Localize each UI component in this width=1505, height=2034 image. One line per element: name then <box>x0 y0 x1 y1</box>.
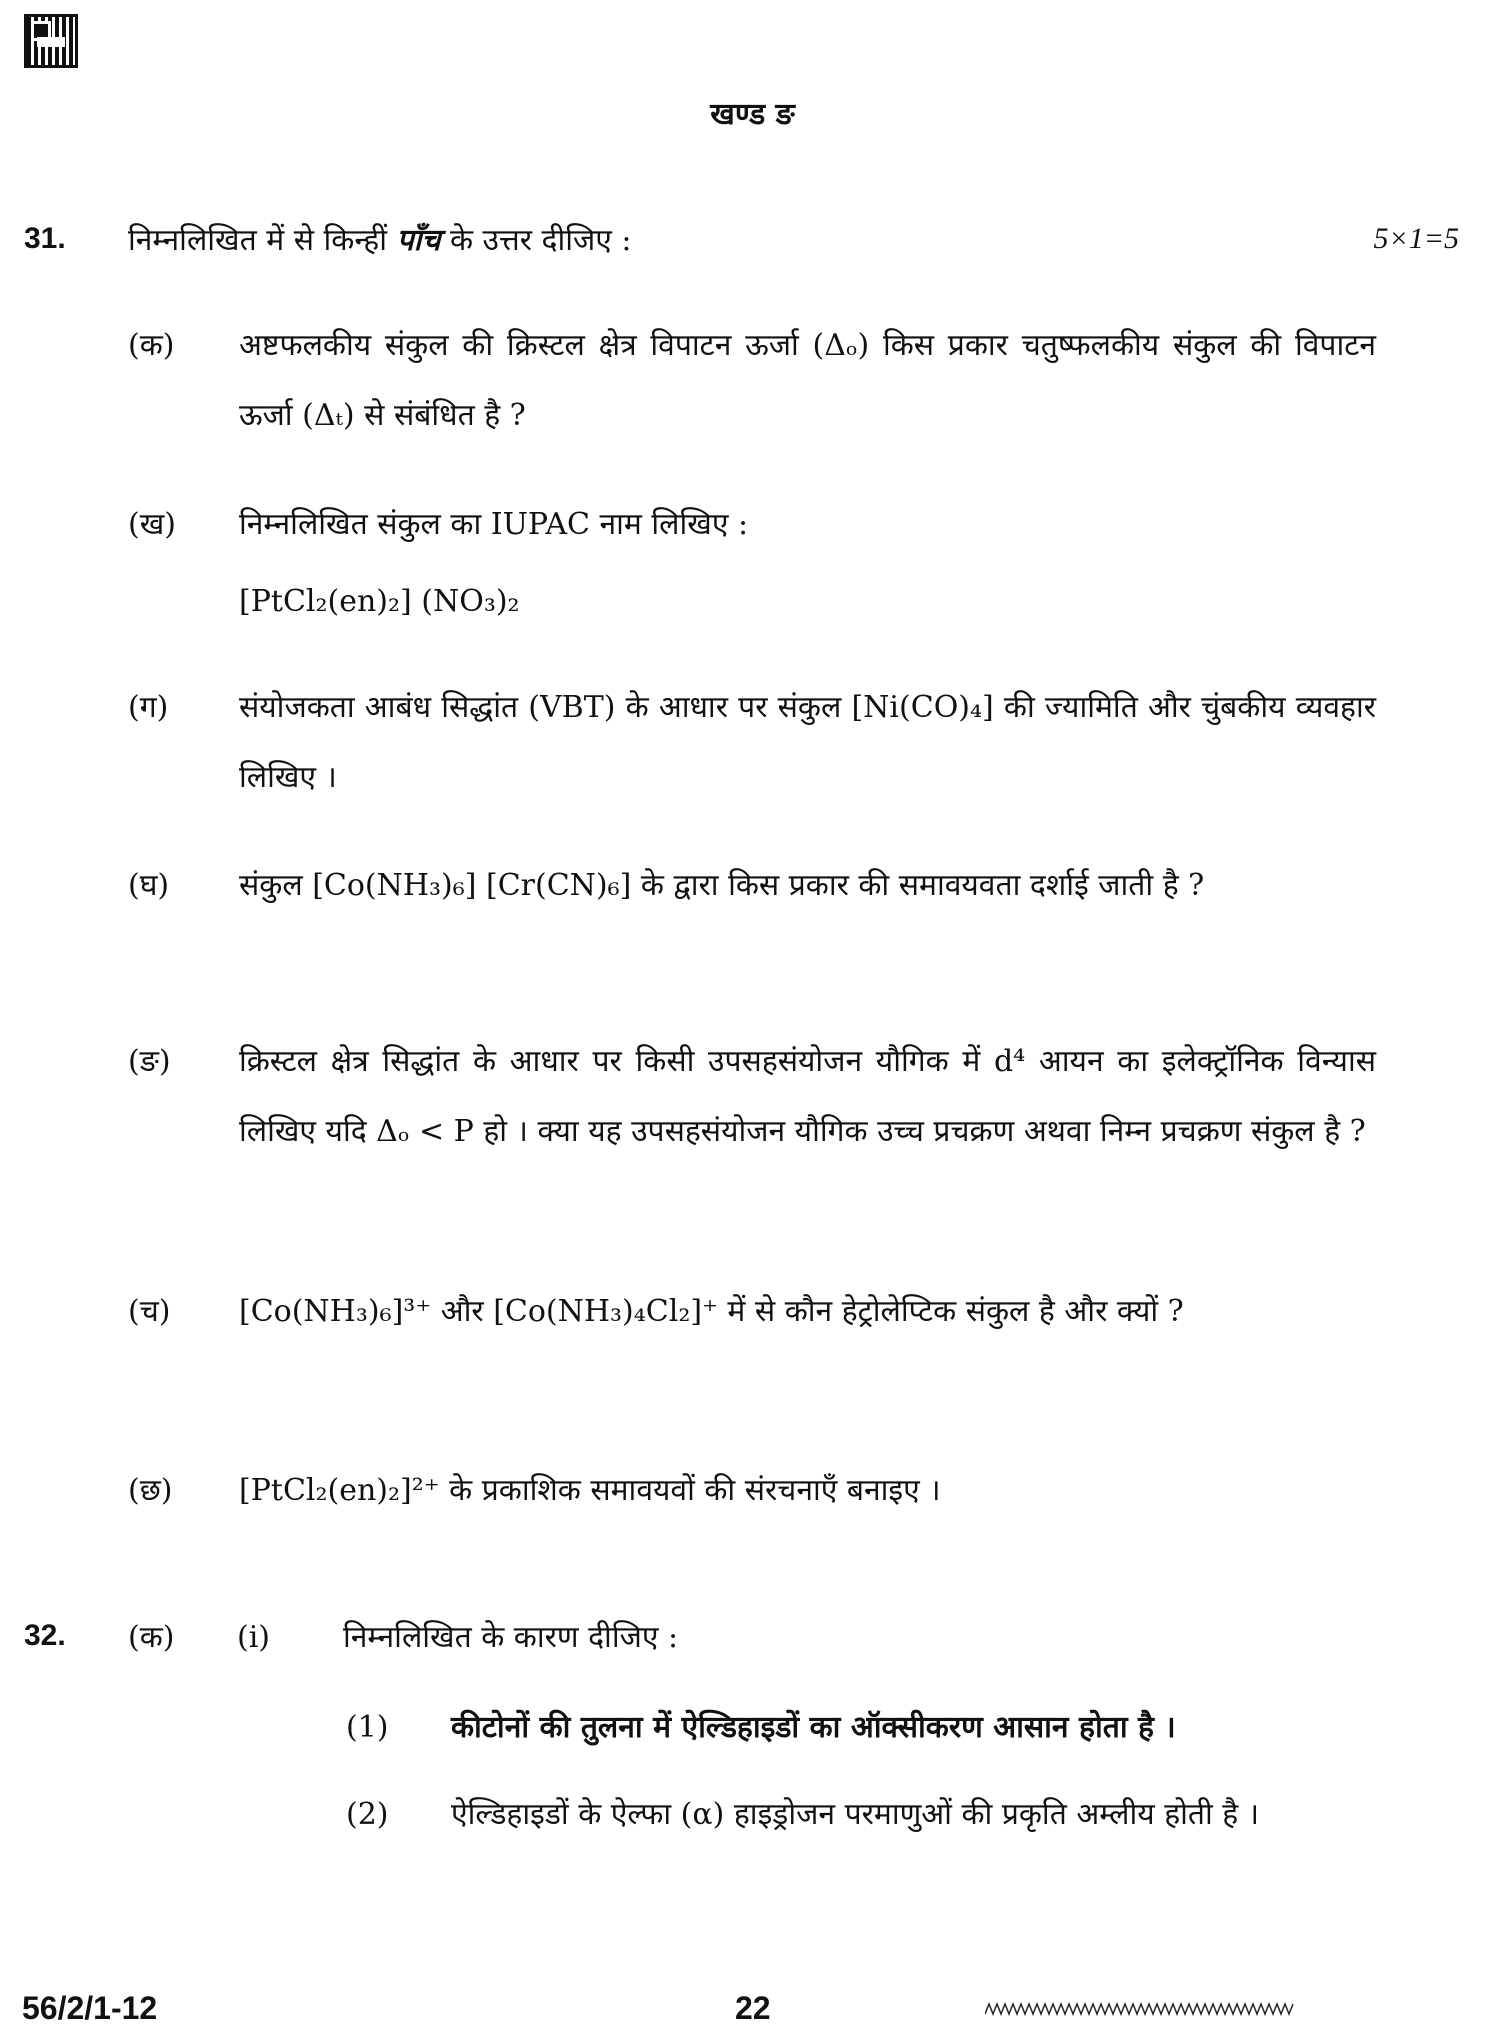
item-label: (छ) <box>128 1473 173 1508</box>
qr-code <box>24 14 78 68</box>
item-text: [Co(NH₃)₆]³⁺ और [Co(NH₃)₄Cl₂]⁺ में से कौन हेट्रोलेप्टिक संकुल है और क्यों ? <box>239 1294 1184 1329</box>
instruction-post: के उत्तर दीजिए : <box>449 223 632 258</box>
question-number-32: 32. <box>24 1619 66 1652</box>
question-31-instruction <box>128 206 632 276</box>
section-title: खण्ड ङ <box>710 97 795 132</box>
page-number: 22 <box>735 1990 771 2026</box>
item-label: (ङ) <box>128 1044 171 1079</box>
part-label: (क) <box>128 1620 175 1655</box>
instruction-emphasis: पाँच <box>396 223 441 258</box>
item-label: (2) <box>346 1797 389 1832</box>
item-text: [PtCl₂(en)₂]²⁺ के प्रकाशिक समावयवों की संरचनाएँ बनाइए । <box>239 1473 941 1508</box>
item-formula: [PtCl₂(en)₂] (NO₃)₂ <box>239 584 520 619</box>
item-text: निम्नलिखित संकुल का IUPAC नाम लिखिए : <box>239 507 749 542</box>
item-text: संकुल [Co(NH₃)₆] [Cr(CN)₆] के द्वारा किस प्रकार की समावयवता दर्शाई जाती है ? <box>239 868 1205 903</box>
item-label: (ख) <box>128 507 176 542</box>
item-label: (ग) <box>128 690 169 725</box>
question-number-31: 31. <box>24 222 66 255</box>
item-text: अष्टफलकीय संकुल की क्रिस्टल क्षेत्र विपाटन ऊर्जा (Δₒ) किस प्रकार चतुष्फलकीय संकुल की विपाटन ऊर्जा (Δₜ) से संबंधित है ? <box>239 328 1376 433</box>
item-text: ऐल्डिहाइडों के ऐल्फा (α) हाइड्रोजन परमाणुओं की प्रकृति अम्लीय होती है । <box>451 1797 1260 1832</box>
item-text: क्रिस्टल क्षेत्र सिद्धांत के आधार पर किसी उपसहसंयोजन यौगिक में d⁴ आयन का इलेक्ट्रॉनिक विन्यास लिखिए यदि Δₒ < P हो । क्या यह उपसहसंयोजन यौगिक उच्च प्रचक्रण अथवा निम्न प्रचक्रण संकुल है ? <box>239 1044 1376 1149</box>
item-label: (क) <box>128 328 175 363</box>
sub-label: (i) <box>237 1620 271 1655</box>
question-32-instruction: निम्नलिखित के कारण दीजिए : <box>343 1620 679 1655</box>
item-text: कीटोनों की तुलना में ऐल्डिहाइडों का ऑक्सीकरण आसान होता है । <box>451 1710 1176 1745</box>
item-text: संयोजकता आबंध सिद्धांत (VBT) के आधार पर संकुल [Ni(CO)₄] की ज्यामिति और चुंबकीय व्यवहार लिखिए । <box>239 690 1376 795</box>
paper-code: 56/2/1-12 <box>22 1990 158 2026</box>
instruction-pre: निम्नलिखित में से किन्हीं <box>128 223 388 258</box>
decorative-wave-line <box>985 2002 1295 2016</box>
item-label: (घ) <box>128 868 170 903</box>
marks: 5×1=5 <box>1373 222 1459 255</box>
item-label: (1) <box>346 1710 389 1745</box>
item-label: (च) <box>128 1294 171 1329</box>
